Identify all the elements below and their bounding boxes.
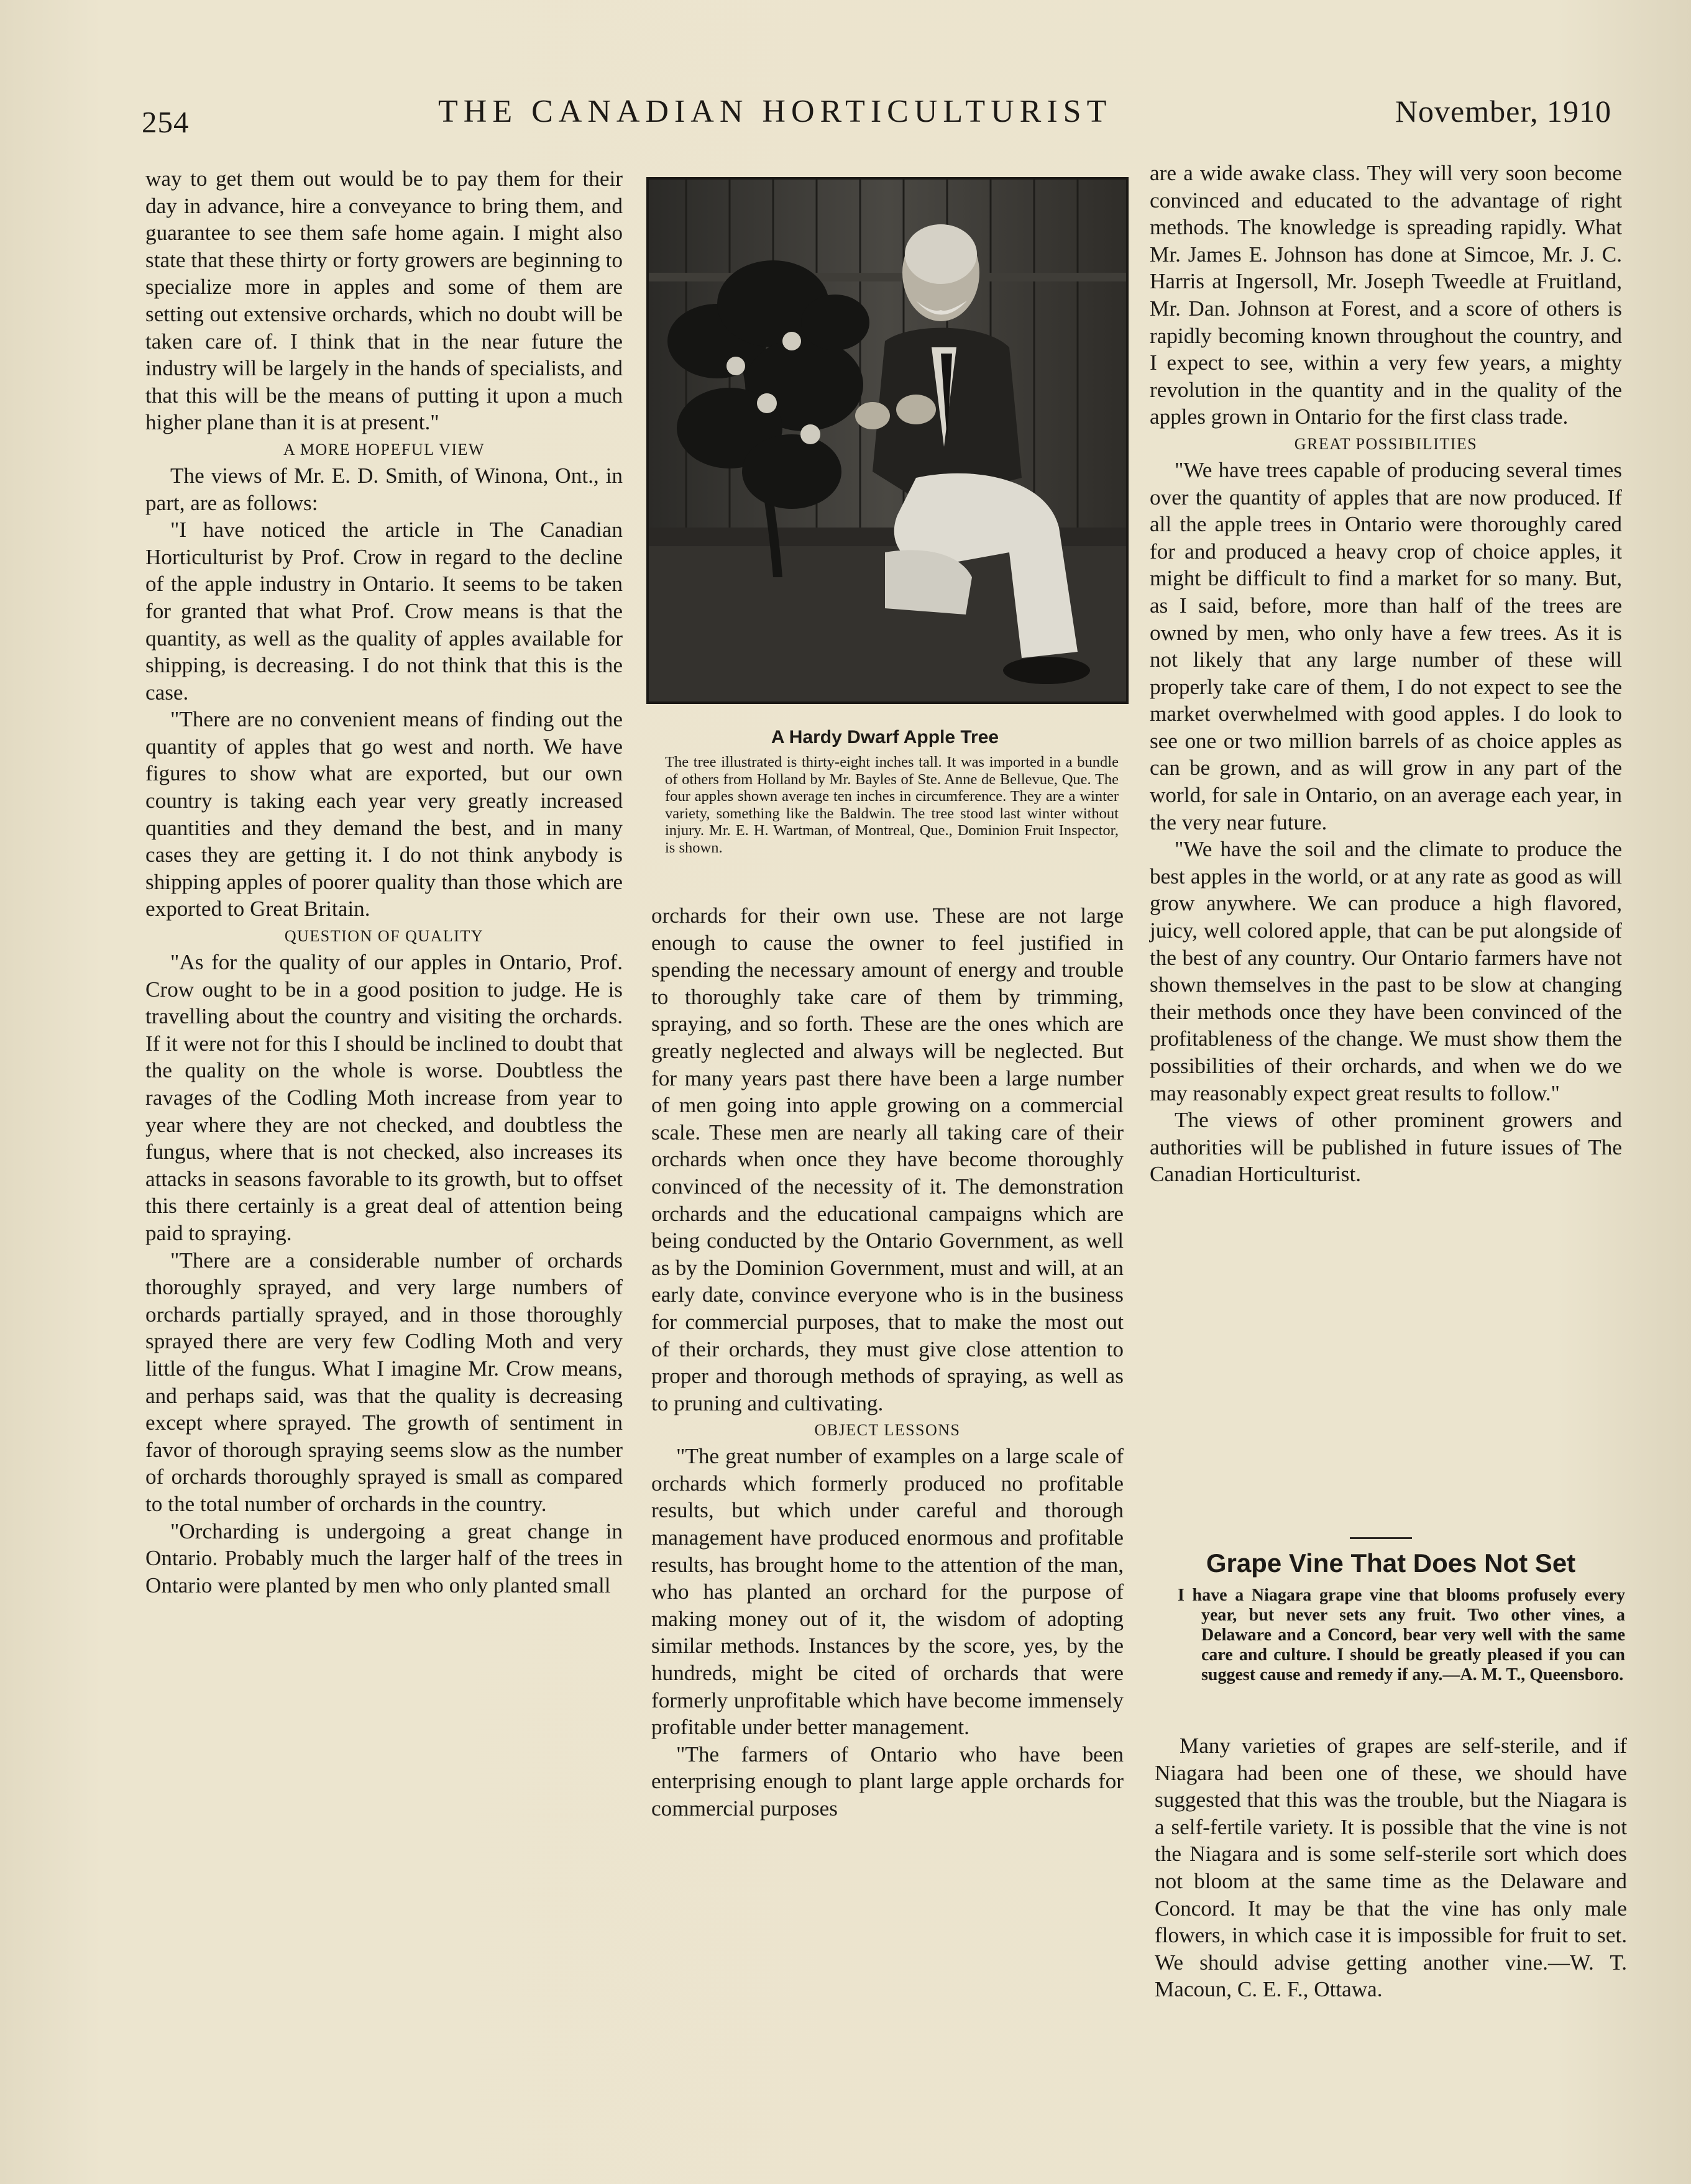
editor-answer — [1155, 1732, 1627, 2003]
subheading: OBJECT LESSONS — [814, 1421, 961, 1440]
subheading: QUESTION OF QUALITY — [284, 927, 484, 946]
grape-article-heading: Grape Vine That Does Not Set — [1206, 1548, 1576, 1578]
subheading: A MORE HOPEFUL VIEW — [283, 440, 485, 459]
paragraph: "There are no convenient means of finding out the quantity of apples that go west and north. We have figures to show what are exported, but our own country is taking each year very greatly increased quantities and they demand the best, and in many cases they are getting it. I do not think anybody is shipping apples of poorer quality than those which are exported to Great Britain. — [145, 707, 623, 921]
paragraph: "The farmers of Ontario who have been enterprising enough to plant large apple orchards for commercial purposes — [651, 1742, 1124, 1821]
article-column-3 — [1150, 160, 1622, 1188]
paragraph: The views of Mr. E. D. Smith, of Winona, Ont., in part, are as follows: — [145, 463, 623, 515]
section-divider — [1350, 1537, 1412, 1539]
paragraph: "We have the soil and the climate to produce the best apples in the world, or at any rate as good as will grow anywhere. We can produce a high flavored, juicy, well colored apple, that can be put alongside of the best of any country. Our Ontario farmers have not shown themselves in the past to be slow at changing their methods once they have been convinced of the profitableness of the change. We must show them the possibilities of their orchards, and when we do we may reasonably expect great results to follow." — [1150, 837, 1622, 1105]
page-number: 254 — [142, 105, 190, 139]
paragraph: "As for the quality of our apples in Ontario, Prof. Crow ought to be in a good position to judge. He is travelling about the country and visiting the orchards. If it were not for this I should be inclined to doubt that the quality on the whole is worse. Doubtless the ravages of the Codling Moth increase from year to year where they are not checked, and doubtless the fungus, where that is not checked, also increases its attacks in seasons favorable to its growth, but to offset this there certainly is a great deal of attention being paid to spraying. — [145, 950, 623, 1245]
paragraph: "There are a considerable number of orchards thoroughly sprayed, and very large numbers of orchards partially sprayed, and in those thoroughly sprayed there are very few Codling Moth and very little of the fungus. What I imagine Mr. Crow means, and perhaps said, was that the quality is decreasing except where sprayed. The growth of sentiment in favor of thorough spraying seems slow as the number of orchards thoroughly sprayed is small as compared to the total number of orchards in the country. — [145, 1248, 623, 1516]
paragraph: The views of other prominent growers and authorities will be published in future issues of The Canadian Horticulturist. — [1150, 1108, 1622, 1187]
paragraph: "Orcharding is undergoing a great change in Ontario. Probably much the larger half of the trees in Ontario were planted by men who only planted small — [145, 1519, 623, 1597]
figure-caption-body: The tree illustrated is thirty-eight inches tall. It was imported in a bundle of others from Holland by Mr. Bayles of Ste. Anne de Bellevue, Que. The four apples shown average ten inches in circumference. They are a winter variety, something like the Baldwin. The tree stood last winter without injury. Mr. E. H. Wartman, of Montreal, Que., Dominion Fruit Inspector, is shown. — [665, 754, 1119, 856]
paragraph: are a wide awake class. They will very soon become convinced and educated to the advantage of right methods. The knowledge is spreading rapidly. What Mr. James E. Johnson has done at Simcoe, Mr. J. C. Harris at Ingersoll, Mr. Joseph Tweedle at Fruitland, Mr. Dan. Johnson at Forest, and a score of others is rapidly becoming known throughout the country, and I expect to see, within a very few years, a mighty revolution in the quantity and in the quality of the apples grown in Ontario for the first class trade. — [1150, 161, 1622, 429]
reader-question: I have a Niagara grape vine that blooms profusely every year, but never sets any fruit. Two other vines, a Delaware and a Concord, bear very well with the same care and culture. I should be greatly pleased if you can suggest cause and remedy if any.—A. M. T., Queensboro. — [1178, 1586, 1625, 1684]
apple-tree-photo — [646, 177, 1129, 704]
paragraph: "I have noticed the article in The Canadian Horticulturist by Prof. Crow in regard to the decline of the apple industry in Ontario. It seems to be taken for granted that what Prof. Crow means is that the quantity, as well as the quality of apples available for shipping, is decreasing. I do not think that this is the case. — [145, 518, 623, 705]
paragraph: "The great number of examples on a large scale of orchards which formerly produced no profitable results, but which under careful and thorough management have produced enormous and profitable results, has brought home to the attention of the man, who has planted an orchard for the purpose of making money out of it, the wisdom of adopting similar methods. Instances by the score, yes, by the hundreds, might be cited of orchards that were formerly unprofitable which have become immensely profitable under better management. — [651, 1444, 1124, 1740]
issue-date: November, 1910 — [1395, 94, 1611, 129]
article-column-2 — [651, 902, 1124, 1822]
article-column-1 — [145, 165, 623, 1599]
running-title: THE CANADIAN HORTICULTURIST — [438, 94, 1112, 129]
subheading: GREAT POSSIBILITIES — [1294, 434, 1478, 453]
photo-illustration — [649, 180, 1126, 701]
paragraph: orchards for their own use. These are not large enough to cause the owner to feel justified in spending the necessary amount of energy and trouble to thoroughly take care of them by trimming, spraying, and so forth. These are the ones which are greatly neglected and always will be neglected. But for many years past there have been a large number of men going into apple growing on a commercial scale. These men are nearly all taking care of their orchards when once they have become thoroughly convinced of the necessity of it. The demonstration orchards and the educational campaigns which are being conducted by the Ontario Government, as well as by the Dominion Government, must and will, at an early date, convince everyone who is in the business for commercial purposes, that to make the most out of their orchards, they must give close attention to proper and thorough methods of spraying, as well as to pruning and cultivating. — [651, 903, 1124, 1415]
paragraph: "We have trees capable of producing several times over the quantity of apples that are now produced. If all the apple trees in Ontario were thoroughly cared for and produced a heavy crop of choice apples, it might be difficult to find a market for so many. But, as I said, before, more than half of the trees are owned by men, who only have a few trees. As it is not likely that any large number of these will properly take care of them, I do not expect to see the market overwhelmed with good apples. I do look to see one or two million barrels of as choice apples as can be grown, and as will grow in any part of the world, for sale in Ontario, on an average each year, in the very near future. — [1150, 457, 1622, 834]
paragraph: Many varieties of grapes are self-sterile, and if Niagara had been one of these, we should have suggested that this was the trouble, but the Niagara is a self-fertile variety. It is possible that the vine is not the Niagara and is some self-sterile sort which does not bloom at the same time as the Delaware and Concord. It may be that the vine has only male flowers, in which case it is impossible for fruit to set. We should advise getting another vine.—W. T. Macoun, C. E. F., Ottawa. — [1155, 1734, 1627, 2002]
paragraph: way to get them out would be to pay them for their day in advance, hire a conveyance to bring them, and guarantee to see them safe home again. I might also state that these thirty or forty growers are beginning to specialize more in apples and some of them are setting out extensive orchards, which no doubt will be taken care of. I think that in the near future the industry will be largely in the hands of specialists, and that this will be the means of putting it upon a much higher plane than it is at present." — [145, 167, 623, 435]
figure-caption-title: A Hardy Dwarf Apple Tree — [771, 727, 999, 747]
